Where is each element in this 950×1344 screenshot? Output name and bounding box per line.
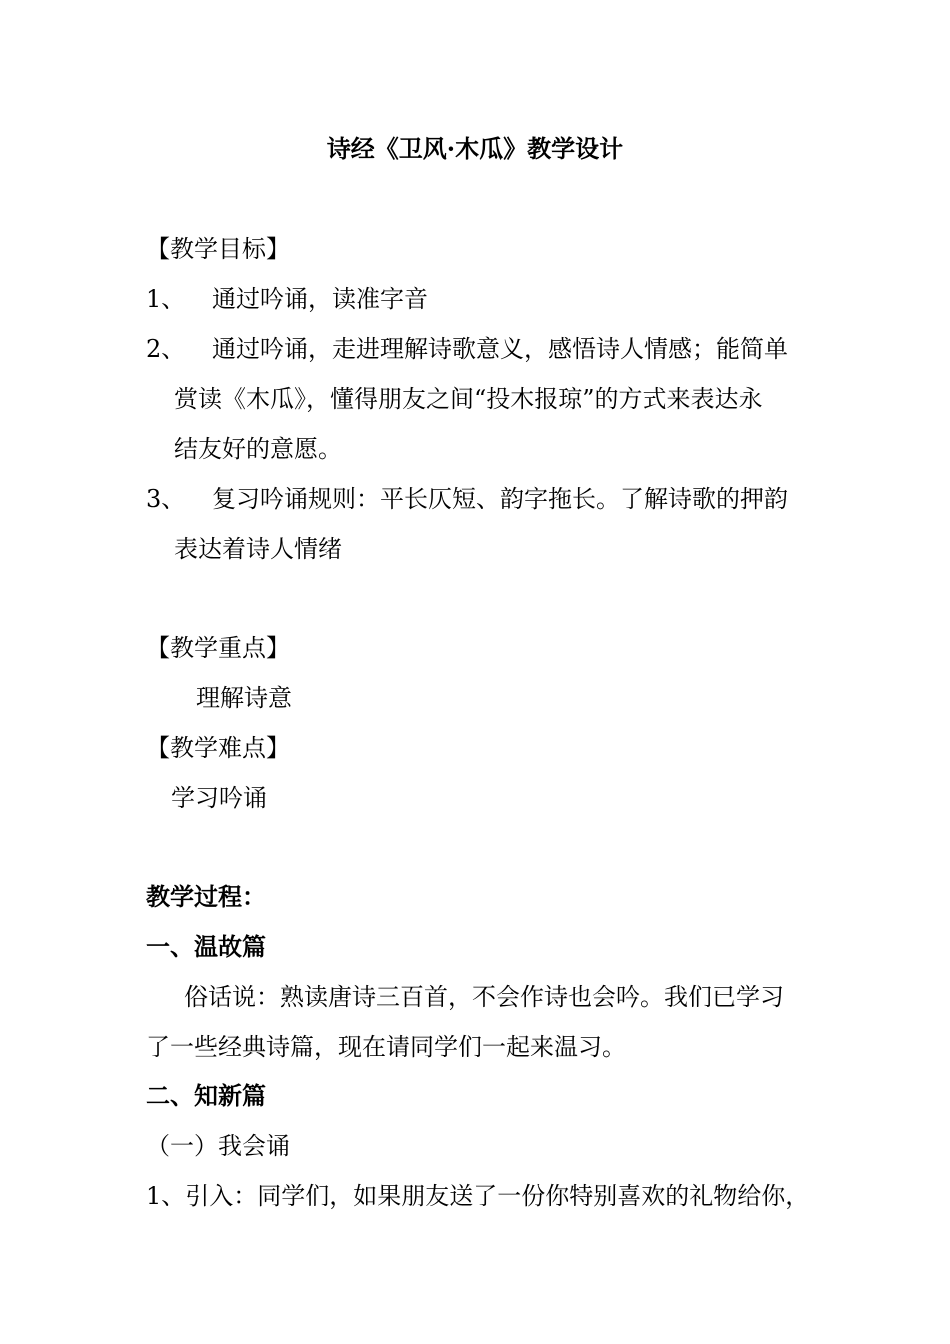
objective-item-3 (146, 484, 788, 514)
subsection-heading: （一）我会诵 (146, 1132, 290, 1160)
process-heading: 教学过程： (146, 882, 266, 911)
objective-text: 通过吟诵，读准字音 (212, 285, 428, 313)
key-point-text: 理解诗意 (196, 684, 292, 712)
difficulty-text: 学习吟诵 (171, 784, 267, 812)
objective-item-1 (146, 284, 428, 314)
section-heading-review: 一、温故篇 (146, 932, 266, 961)
objective-number: 3、 (146, 485, 186, 513)
difficulty-heading: 【教学难点】 (146, 734, 290, 762)
objective-text-continued: 表达着诗人情绪 (174, 535, 342, 563)
key-point-heading: 【教学重点】 (146, 634, 290, 662)
objectives-heading: 【教学目标】 (146, 235, 290, 263)
section-paragraph-line: 了一些经典诗篇，现在请同学们一起来温习。 (146, 1033, 626, 1061)
objective-text: 通过吟诵，走进理解诗歌意义，感悟诗人情感；能简单 (212, 335, 788, 363)
section-paragraph-line: 俗话说：熟读唐诗三百首，不会作诗也会吟。我们已学习 (184, 983, 784, 1011)
section-paragraph-line: 1、引入：同学们，如果朋友送了一份你特别喜欢的礼物给你， (146, 1182, 810, 1210)
section-heading-new: 二、知新篇 (146, 1081, 266, 1110)
document-title: 诗经《卫风·木瓜》教学设计 (326, 134, 624, 163)
objective-text: 复习吟诵规则：平长仄短、韵字拖长。了解诗歌的押韵 (212, 485, 788, 513)
objective-text-continued: 赏读《木瓜》，懂得朋友之间“投木报琼”的方式来表达永 (174, 385, 763, 413)
objective-number: 2、 (146, 335, 186, 363)
objective-number: 1、 (146, 285, 186, 313)
objective-text-continued: 结友好的意愿。 (174, 435, 342, 463)
objective-item-2 (146, 334, 788, 364)
